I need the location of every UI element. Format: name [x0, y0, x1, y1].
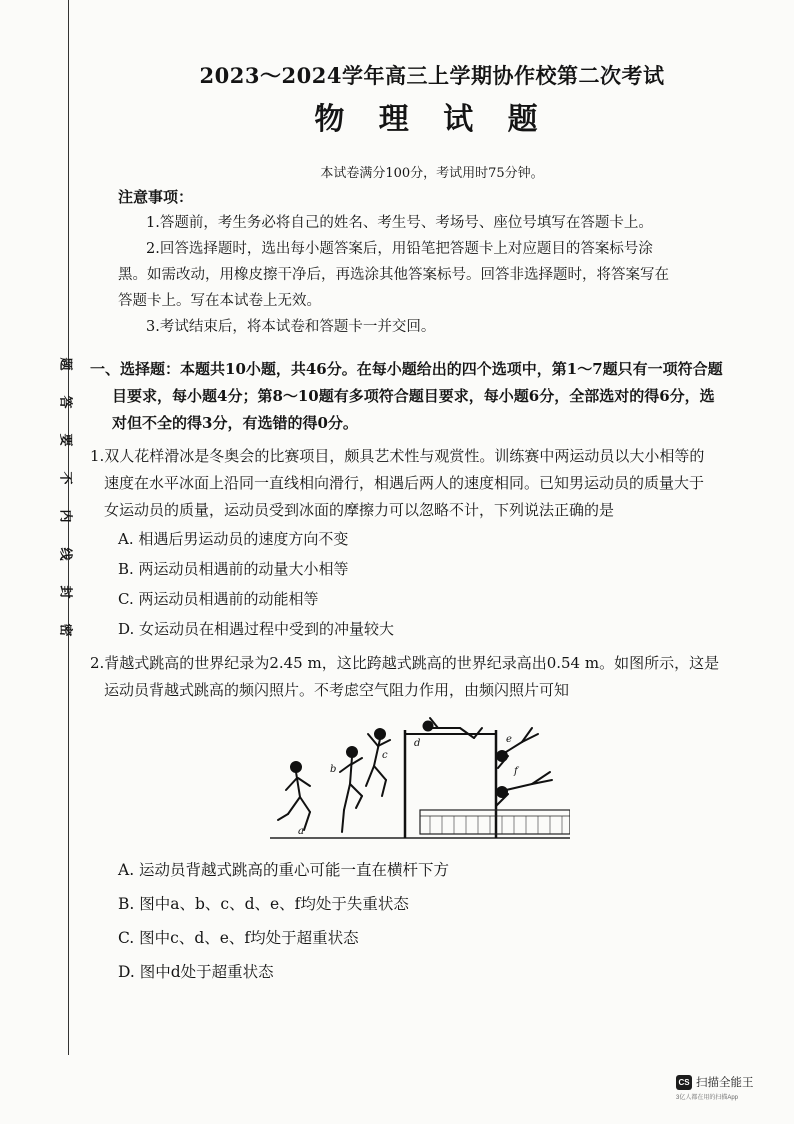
- note-line: 2.回答选择题时，选出每小题答案后，用铅笔把答题卡上对应题目的答案标号涂: [146, 241, 653, 257]
- option-b: B. 图中a、b、c、d、e、f均处于失重状态: [118, 895, 409, 913]
- question-stem: [90, 443, 760, 524]
- binding-line: [68, 0, 69, 1055]
- option-a: A. 相遇后男运动员的速度方向不变: [118, 530, 349, 548]
- watermark-name: 扫描全能王: [696, 1077, 754, 1089]
- seal-char: 答: [57, 395, 73, 409]
- score-note: 本试卷满分100分，考试用时75分钟。: [320, 166, 544, 181]
- option-c: C. 两运动员相遇前的动能相等: [118, 590, 319, 608]
- exam-title: 2023～2024学年高三上学期协作校第二次考试: [199, 63, 665, 88]
- option-d: D. 女运动员在相遇过程中受到的冲量较大: [118, 620, 395, 638]
- stem-line: 2.背越式跳高的世界纪录为2.45 m，这比跨越式跳高的世界纪录高出0.54 m。如图所示，这是: [90, 654, 720, 672]
- stem-line: 1.双人花样滑冰是冬奥会的比赛项目，颇具艺术性与观赏性。训练赛中两运动员以大小相等的: [90, 447, 705, 465]
- camscanner-logo-icon: CS: [676, 1075, 692, 1090]
- seal-char: 密: [57, 623, 73, 637]
- label-f: f: [514, 766, 518, 777]
- seal-char: 封: [57, 585, 73, 599]
- label-d: d: [414, 738, 421, 749]
- athlete-e: [497, 728, 538, 768]
- stem-line: 速度在水平冰面上沿同一直线相向滑行，相遇后两人的速度相同。已知男运动员的质量大于: [104, 474, 705, 492]
- stem-line: 女运动员的质量，运动员受到冰面的摩擦力可以忽略不计，下列说法正确的是: [104, 501, 615, 519]
- options-list: [90, 853, 760, 989]
- question-body: [90, 356, 760, 989]
- seal-char: 题: [57, 357, 73, 371]
- exam-header: [80, 60, 754, 181]
- option-a: A. 运动员背越式跳高的重心可能一直在横杆下方: [118, 861, 450, 879]
- high-jump-strobe-figure: [270, 712, 570, 847]
- athlete-b: [340, 747, 362, 832]
- note-line: 答题卡上。写在本试卷上无效。: [118, 293, 321, 309]
- seal-char: 线: [57, 547, 73, 561]
- subject-title: 物 理 试 题: [314, 102, 550, 137]
- notes-title: 注意事项：: [118, 188, 194, 206]
- question-stem: [90, 650, 760, 704]
- section-line: 目要求，每小题4分；第8～10题有多项符合题目要求，每小题6分，全部选对的得6分，选: [112, 387, 715, 405]
- athlete-a: [278, 762, 310, 830]
- scanner-watermark: [676, 1074, 754, 1101]
- section-line: 一、选择题：本题共10小题，共46分。在每小题给出的四个选项中，第1～7题只有一项符合题: [90, 360, 723, 378]
- label-c: c: [382, 750, 388, 761]
- seal-line-notice: [44, 345, 73, 649]
- seal-char: 要: [57, 433, 73, 447]
- option-c: C. 图中c、d、e、f均处于超重状态: [118, 929, 359, 947]
- question-2: [90, 650, 760, 989]
- option-d: D. 图中d处于超重状态: [118, 963, 274, 981]
- notes-block: [118, 184, 718, 340]
- section-instruction: [90, 356, 760, 437]
- question-1: [90, 443, 760, 644]
- athlete-c: [366, 729, 390, 796]
- high-jump-illustration: [270, 712, 570, 847]
- label-e: e: [506, 734, 512, 745]
- option-b: B. 两运动员相遇前的动量大小相等: [118, 560, 349, 578]
- label-b: b: [330, 764, 337, 775]
- stem-line: 运动员背越式跳高的频闪照片。不考虑空气阻力作用，由频闪照片可知: [104, 681, 570, 699]
- seal-char: 内: [57, 509, 73, 523]
- label-a: a: [298, 826, 304, 837]
- note-line: 黑。如需改动，用橡皮擦干净后，再选涂其他答案标号。回答非选择题时，将答案写在: [118, 267, 669, 283]
- note-line: 1.答题前，考生务必将自己的姓名、考生号、考场号、座位号填写在答题卡上。: [146, 215, 653, 231]
- seal-char: 不: [57, 471, 73, 485]
- note-line: 3.考试结束后，将本试卷和答题卡一并交回。: [146, 319, 436, 335]
- athlete-f: [496, 772, 552, 806]
- watermark-tagline: 3亿人都在用的扫描App: [676, 1095, 739, 1101]
- section-line: 对但不全的得3分，有选错的得0分。: [112, 414, 358, 432]
